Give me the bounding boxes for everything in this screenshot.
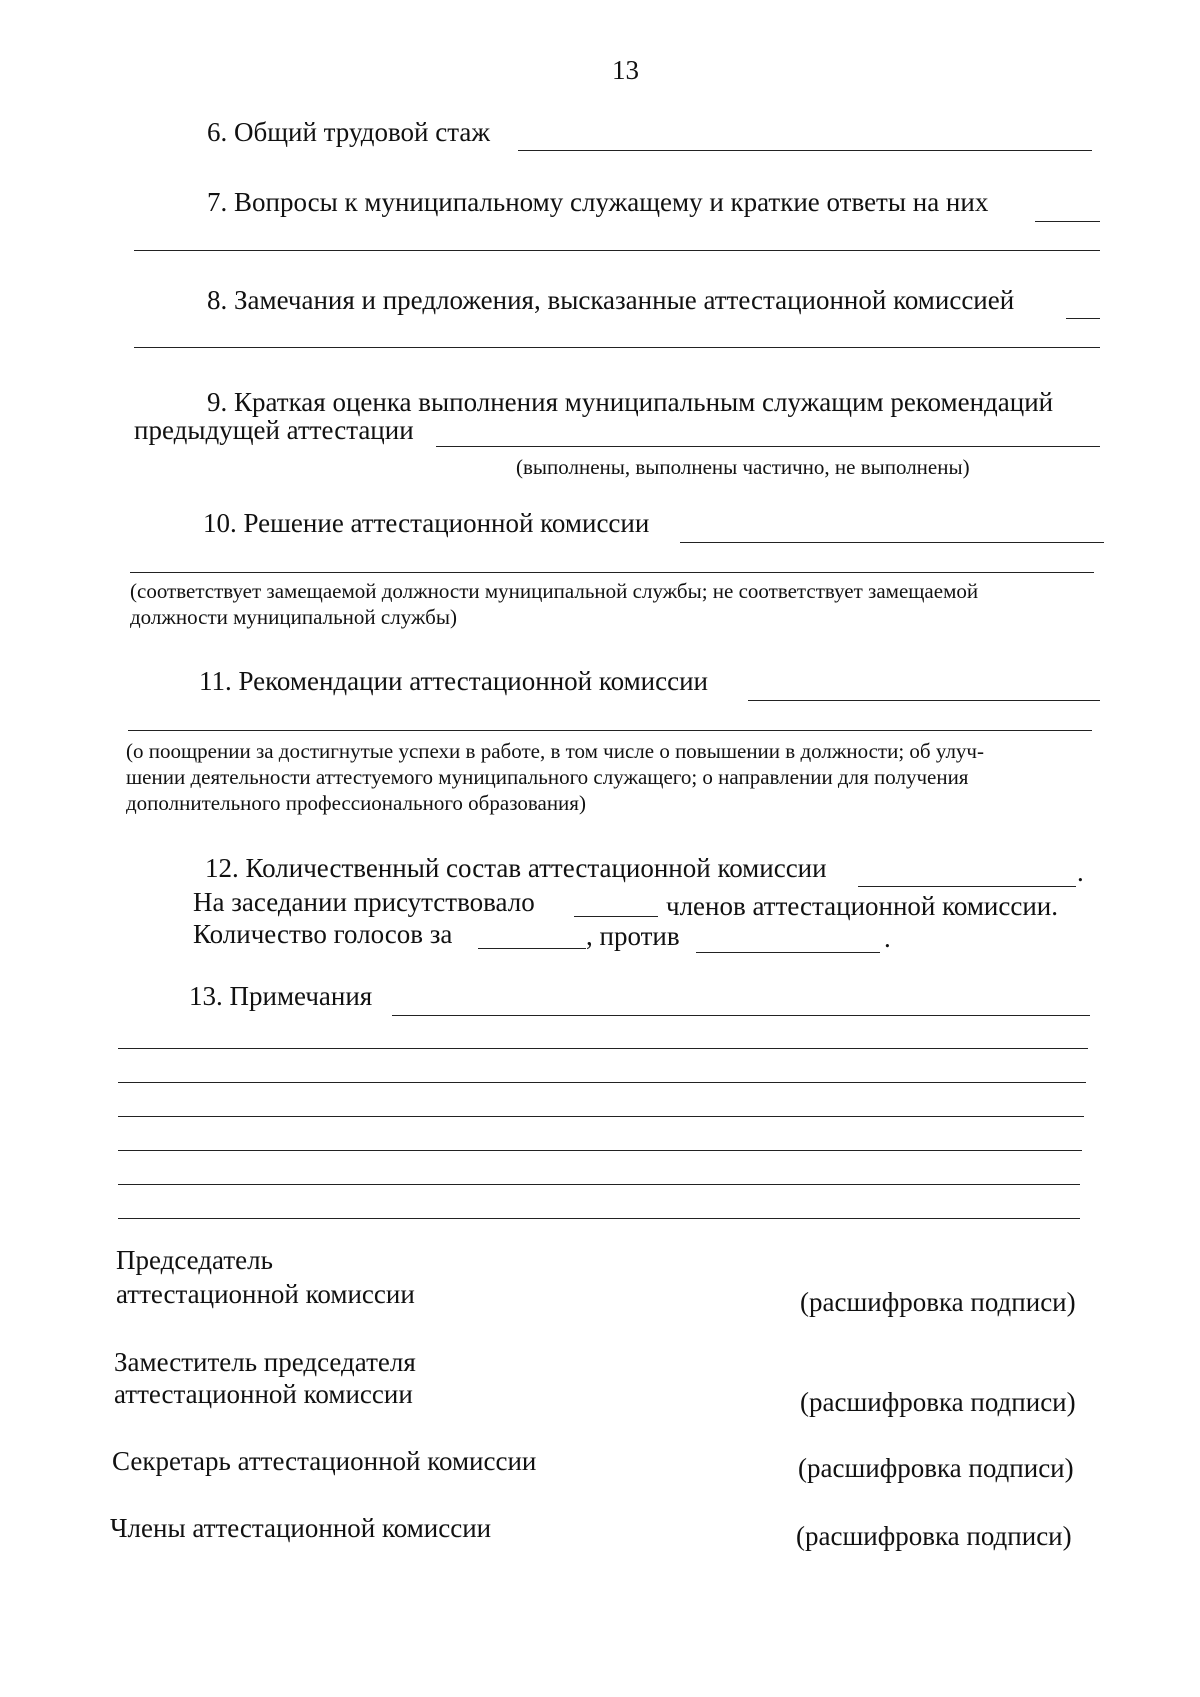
item7-fill-line[interactable] [134,250,1100,251]
item7-fill-line-end[interactable] [1035,221,1100,222]
item12-line2-end: членов аттестационной комиссии. [666,891,1059,921]
item12-line3-end: . [884,923,891,953]
item9-line2: предыдущей аттестации [134,415,414,445]
item10-hint-line2: должности муниципальной службы) [130,605,457,629]
members-signature-decode: (расшифровка подписи) [796,1521,1072,1551]
item9-line1: 9. Краткая оценка выполнения муниципальным служащим рекомендаций [207,387,1054,417]
item11-label: 11. Рекомендации аттестационной комиссии [199,666,708,696]
item8-fill-line[interactable] [134,347,1100,348]
notes-line-7[interactable] [118,1218,1080,1219]
item6-label: 6. Общий трудовой стаж [207,117,490,147]
item10-label: 10. Решение аттестационной комиссии [203,508,650,538]
deputy-signature-decode: (расшифровка подписи) [800,1387,1076,1417]
item12-members-total-line[interactable] [858,886,1076,887]
item9-hint: (выполнены, выполнены частично, не выполнены) [516,455,970,479]
item12-present-line[interactable] [574,916,658,917]
item12-line3-start: Количество голосов за [193,919,453,949]
item12-line3-mid: , против [586,921,680,951]
chairman-role-line2: аттестационной комиссии [116,1279,415,1309]
item12-votes-against-line[interactable] [696,952,880,953]
item12-line1: 12. Количественный состав аттестационной комиссии [205,853,827,883]
item9-fill-line[interactable] [436,446,1100,447]
item11-hint-line1: (о поощрении за достигнутые успехи в работе, в том числе о повышении в должности; об улуч- [126,739,984,763]
notes-line-4[interactable] [118,1116,1084,1117]
chairman-signature-decode: (расшифровка подписи) [800,1287,1076,1317]
item10-hint-line1: (соответствует замещаемой должности муниципальной службы; не соответствует замещаемой [130,579,979,603]
item11-fill-line-2[interactable] [128,730,1092,731]
item8-fill-line-end[interactable] [1066,318,1100,319]
item12-line2-start: На заседании присутствовало [193,887,535,917]
item13-label: 13. Примечания [189,981,373,1011]
notes-line-3[interactable] [118,1082,1086,1083]
secretary-role: Секретарь аттестационной комиссии [112,1446,537,1476]
item10-fill-line-2[interactable] [130,572,1094,573]
deputy-role-line1: Заместитель председателя [114,1347,416,1377]
secretary-signature-decode: (расшифровка подписи) [798,1453,1074,1483]
item10-fill-line[interactable] [680,542,1104,543]
notes-line-6[interactable] [118,1184,1080,1185]
item7-label: 7. Вопросы к муниципальному служащему и краткие ответы на них [207,187,989,217]
item12-votes-for-line[interactable] [478,948,586,949]
deputy-role-line2: аттестационной комиссии [114,1379,413,1409]
item6-fill-line[interactable] [518,150,1092,151]
item11-fill-line[interactable] [748,700,1100,701]
item12-line1-end: . [1077,857,1084,887]
members-role: Члены аттестационной комиссии [110,1513,492,1543]
chairman-role-line1: Председатель [116,1245,273,1275]
item11-hint-line2: шении деятельности аттестуемого муниципального служащего; о направлении для получения [126,765,969,789]
notes-line-2[interactable] [118,1048,1088,1049]
page-number: 13 [612,55,639,85]
notes-line-5[interactable] [118,1150,1082,1151]
item11-hint-line3: дополнительного профессионального образования) [126,791,586,815]
item8-label: 8. Замечания и предложения, высказанные аттестационной комиссией [207,285,1015,315]
notes-line-1[interactable] [392,1015,1090,1016]
